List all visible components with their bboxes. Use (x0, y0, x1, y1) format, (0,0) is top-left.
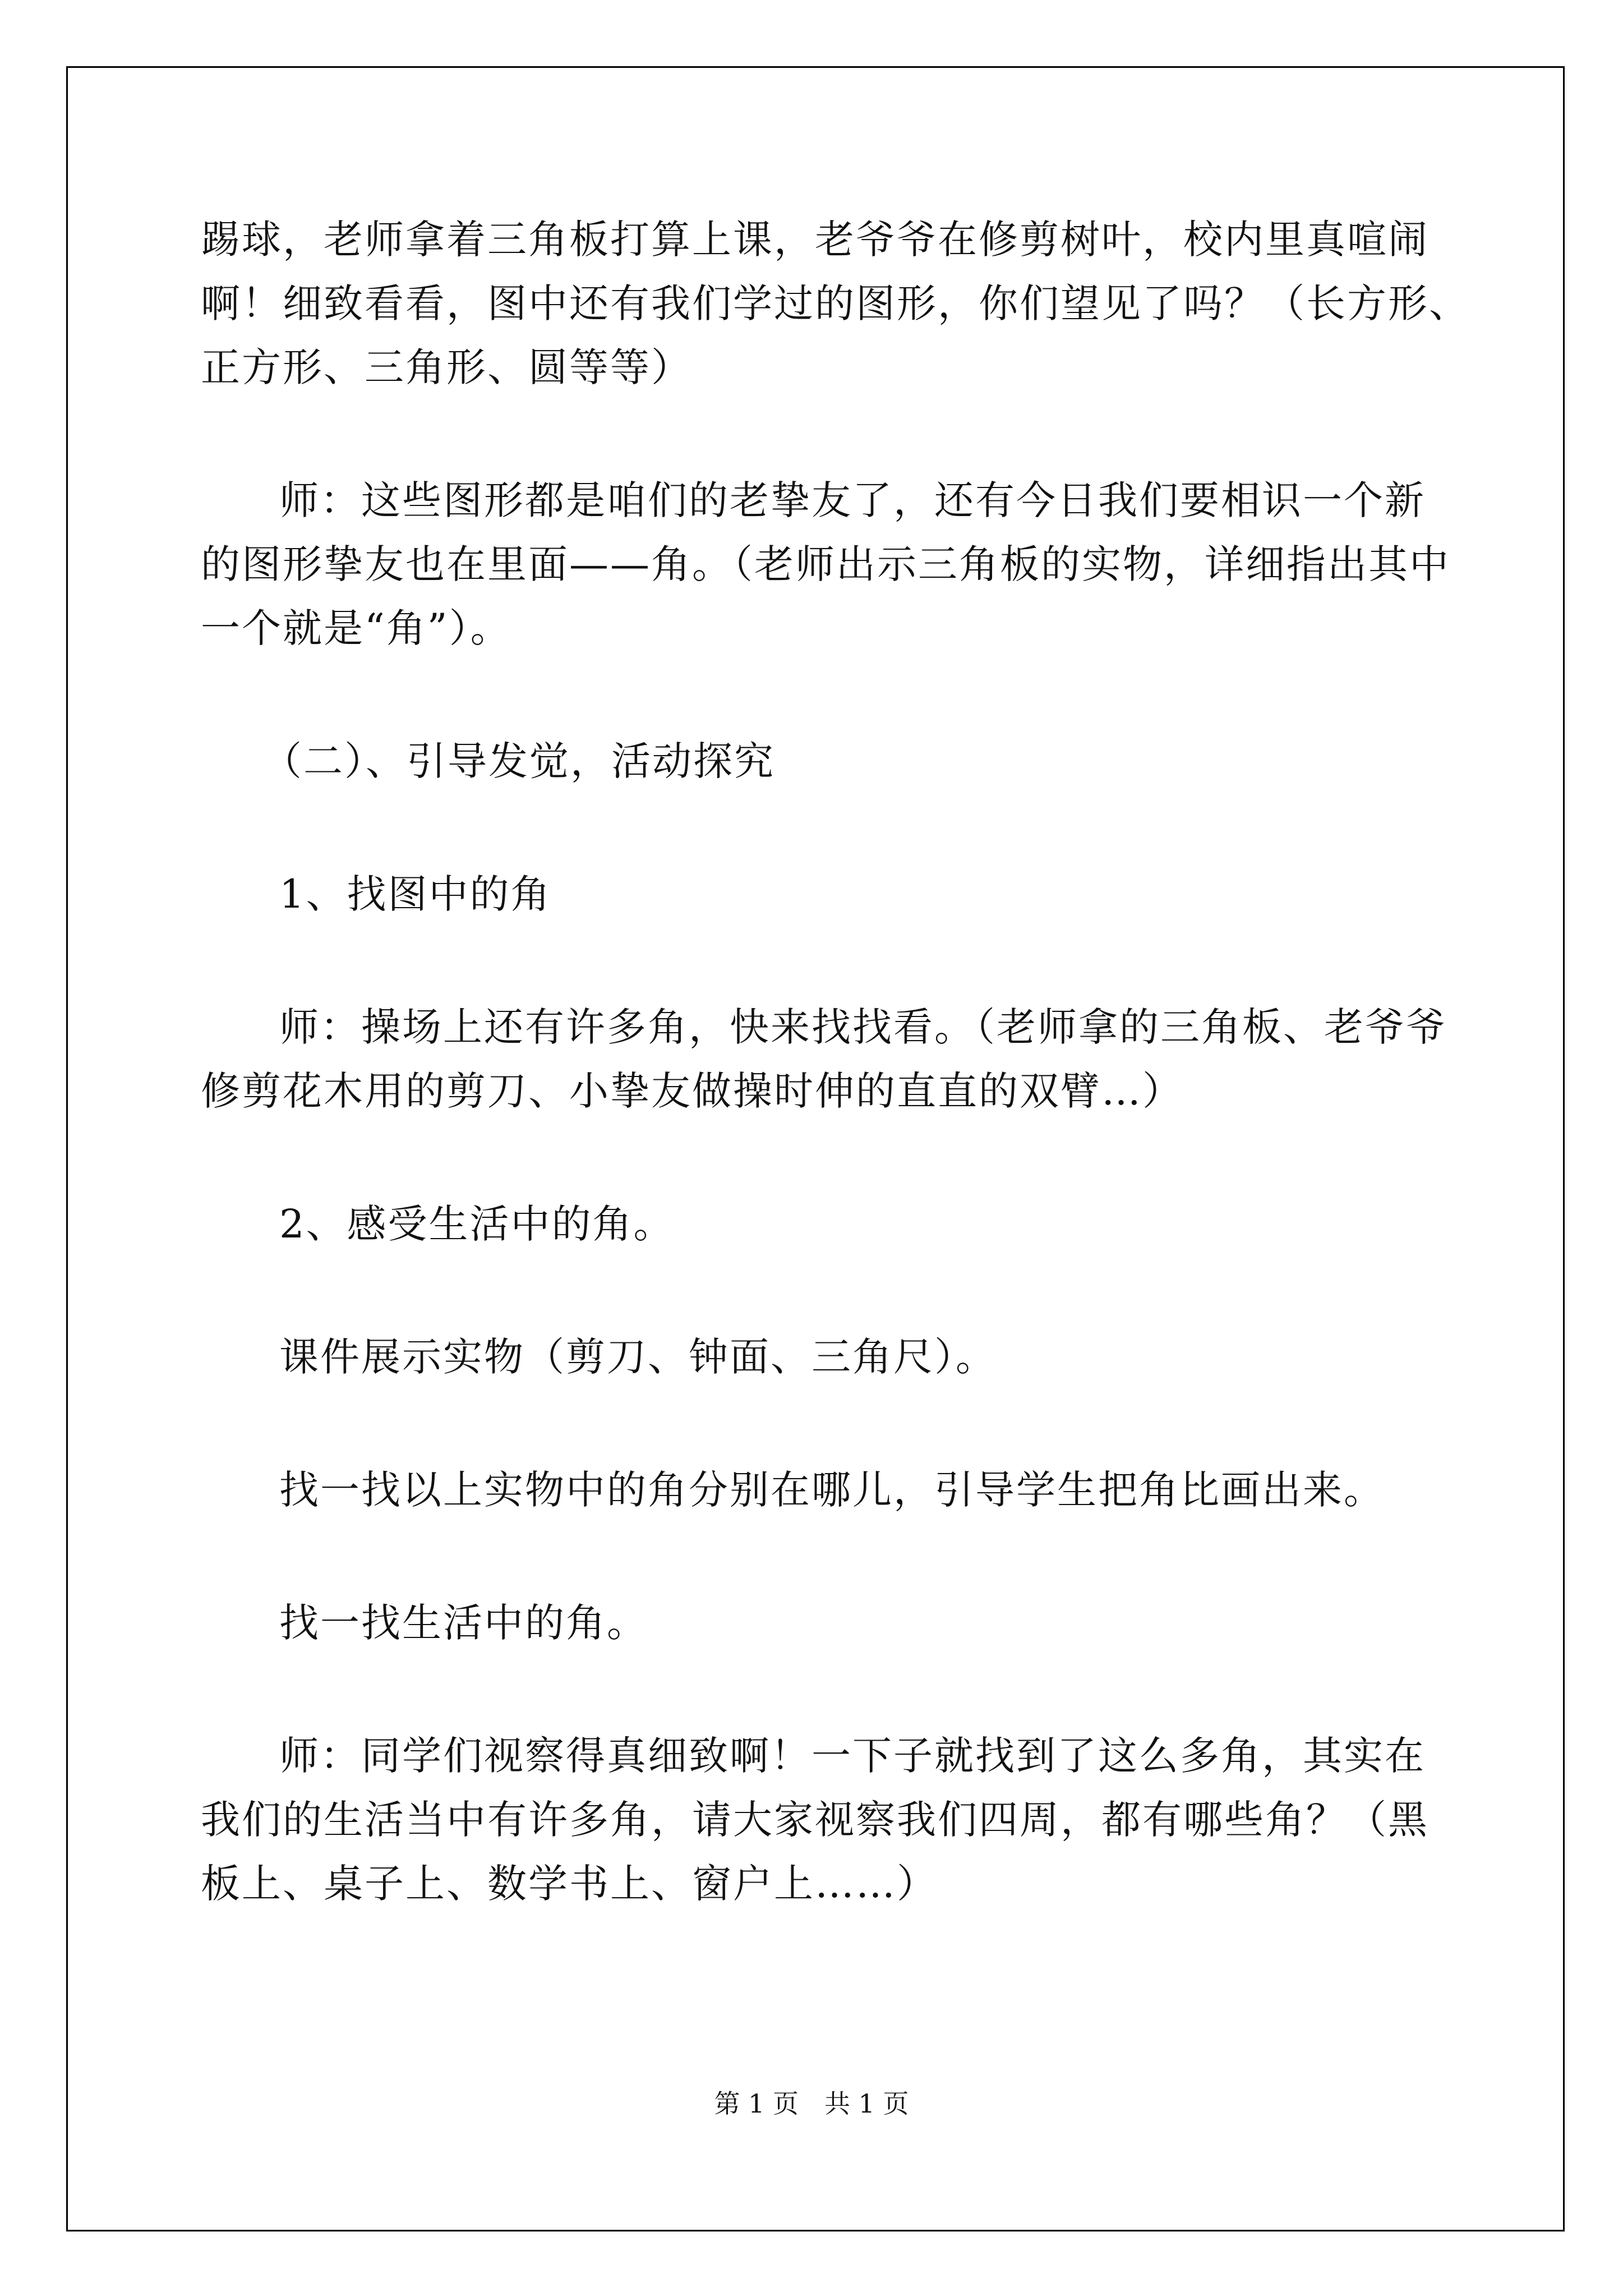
page-footer: 第 1 页 共 1 页 (714, 2088, 909, 2119)
text-line: 2、感受生活中的角。 (279, 1201, 675, 1247)
text-line: 找一找以上实物中的角分别在哪儿，引导学生把角比画出来。 (279, 1467, 1385, 1513)
text-line: 我们的生活当中有许多角，请大家视察我们四周，都有哪些角？（黑 (201, 1797, 1429, 1843)
section-heading: （二）、引导发觉，活动探究 (262, 738, 775, 784)
text-line: 师：操场上还有许多角，快来找找看。（老师拿的三角板、老爷爷 (279, 1004, 1447, 1050)
text-line: 课件展示实物（剪刀、钟面、三角尺）。 (279, 1334, 997, 1380)
text-line: 板上、桌子上、数学书上、窗户上……） (201, 1861, 938, 1907)
text-line: 找一找生活中的角。 (279, 1600, 648, 1646)
text-line: 师：同学们视察得真细致啊！一下子就找到了这么多角，其实在 (279, 1733, 1426, 1779)
document-body (201, 208, 1470, 1916)
text-line: 师：这些图形都是咱们的老挚友了，还有今日我们要相识一个新 (279, 477, 1426, 523)
text-line: 一个就是“角”）。 (201, 605, 511, 651)
text-line: 1、找图中的角 (279, 871, 552, 917)
text-line: 踢球，老师拿着三角板打算上课，老爷爷在修剪树叶，校内里真喧闹 (201, 217, 1429, 263)
text-line: 啊！细致看看，图中还有我们学过的图形，你们望见了吗？（长方形、 (201, 280, 1470, 326)
text-line: 正方形、三角形、圆等等） (201, 344, 692, 390)
text-line: 修剪花木用的剪刀、小挚友做操时伸的直直的双臂…） (201, 1068, 1183, 1114)
text-line: 的图形挚友也在里面——角。（老师出示三角板的实物，详细指出其中 (201, 541, 1450, 587)
